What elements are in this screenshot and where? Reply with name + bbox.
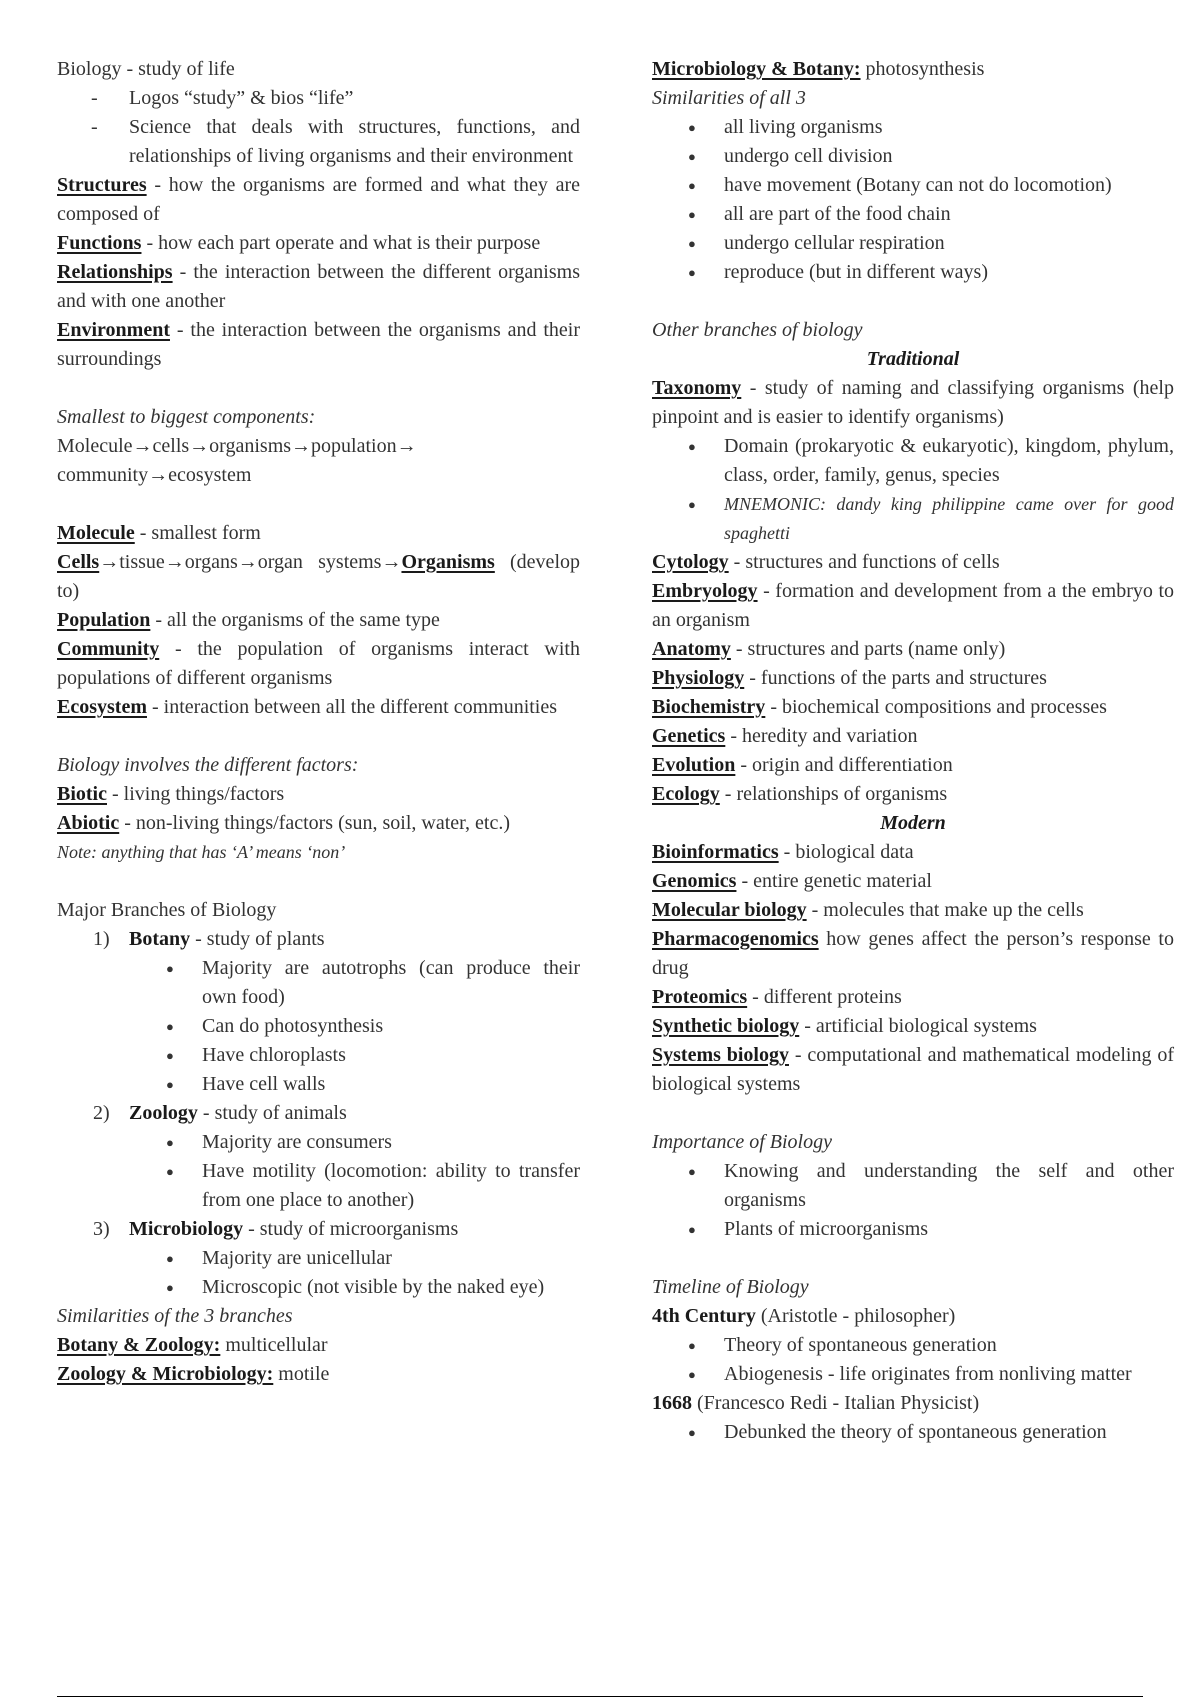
spacer [57,867,580,896]
definition-term: Biochemistry [652,696,766,718]
definition-text: (develop to) [57,551,580,602]
definition-text: - how the organisms are formed and what they are composed of [57,174,580,225]
definition-term: Molecular biology [652,899,807,921]
definition-term: Anatomy [652,638,731,660]
spacer [652,1099,1174,1128]
definition-term: Functions [57,232,142,254]
definition-text: - computational and mathematical modeling of biological systems [652,1044,1174,1095]
list-item: ● Microscopic (not visible by the naked eye) [57,1273,580,1302]
definition-term: Cells [57,551,100,573]
components-line: community→ecosystem [57,464,252,486]
branch-desc: - study of plants [190,928,325,950]
branch-desc: - study of microorganisms [243,1218,459,1240]
components-line: Molecule→cells→organisms→population→ [57,435,417,457]
definition-term: Community [57,638,160,660]
definition-term: Relationships [57,261,173,283]
definition-text: - structures and parts (name only) [730,638,1006,660]
definition-text: - different proteins [747,986,902,1008]
definition-term: Genetics [652,725,726,747]
similar-all-heading: Similarities of all 3 [652,87,806,109]
intro-item: - Logos “study” & bios “life” [57,84,580,113]
branch-item [57,1099,580,1128]
definition-term: Biotic [57,783,107,805]
definition [652,635,1174,664]
definition-text: motile [273,1363,330,1385]
timeline-entry [652,1389,1174,1418]
timeline-who: (Francesco Redi - Italian Physicist) [692,1392,980,1414]
list-item: ● Knowing and understanding the self and other organisms [652,1157,1174,1215]
definition-term: Physiology [652,667,745,689]
definition [57,635,580,693]
list-item: ● Have chloroplasts [57,1041,580,1070]
branch-desc: - study of animals [197,1102,347,1124]
similarities-heading: Similarities of the 3 branches [57,1305,293,1327]
definition-term: Microbiology & Botany: [652,58,861,80]
definition [652,1041,1174,1099]
definition-text: - interaction between all the different communities [146,696,558,718]
spacer [57,374,580,403]
definition [652,838,1174,867]
definition [652,577,1174,635]
list-item: ● Domain (prokaryotic & eukaryotic), kingdom, phylum, class, order, family, genus, species [652,432,1174,490]
definition-term: Bioinformatics [652,841,779,863]
definition [57,316,580,374]
definition-text: - entire genetic material [736,870,932,892]
right-column [652,55,1174,1447]
definition-text: - functions of the parts and structures [744,667,1047,689]
importance-heading: Importance of Biology [652,1131,832,1153]
definition [652,867,1174,896]
definition [652,374,1174,432]
list-item: ● have movement (Botany can not do locomotion) [652,171,1174,200]
branch-number: 2) [93,1102,110,1124]
list-item: ● undergo cellular respiration [652,229,1174,258]
definition-term: Cytology [652,551,729,573]
definition-term: Organisms [401,551,495,573]
list-item: ● all are part of the food chain [652,200,1174,229]
branch-name: Microbiology [129,1218,244,1240]
list-item: ● Debunked the theory of spontaneous generation [652,1418,1174,1447]
list-item: ● Can do photosynthesis [57,1012,580,1041]
timeline-year: 4th Century [652,1305,756,1327]
branches-heading: Major Branches of Biology [57,899,277,921]
mnemonic: ● MNEMONIC: dandy king philippine came over for good spaghetti [652,490,1174,548]
definition-text: multicellular [220,1334,328,1356]
spacer [57,490,580,519]
definition-term: Pharmacogenomics [652,928,819,950]
definition [57,809,580,838]
list-item: ● Majority are consumers [57,1128,580,1157]
definition [652,925,1174,983]
definition-text: - heredity and variation [725,725,918,747]
definition [652,1012,1174,1041]
definition-text: - how each part operate and what is their purpose [141,232,541,254]
definition-text: - artificial biological systems [799,1015,1037,1037]
definition-term: Ecosystem [57,696,147,718]
factors-heading: Biology involves the different factors: [57,754,359,776]
branch-number: 3) [93,1218,110,1240]
definition-term: Molecule [57,522,135,544]
definition [57,229,580,258]
definition [652,751,1174,780]
definition [57,258,580,316]
definition-term: Embryology [652,580,758,602]
note: Note: anything that has ‘A’ means ‘non’ [57,842,346,862]
definition [652,983,1174,1012]
list-item: ● Theory of spontaneous generation [652,1331,1174,1360]
definition-text: - origin and differentiation [735,754,953,776]
list-item: ● all living organisms [652,113,1174,142]
definition-text: - non-living things/factors (sun, soil, water, etc.) [119,812,510,834]
definition [57,1360,580,1389]
list-item: ● Have motility (locomotion: ability to transfer from one place to another) [57,1157,580,1215]
intro-title: Biology - study of life [57,58,235,80]
list-item: ● undergo cell division [652,142,1174,171]
definition-text: - structures and functions of cells [728,551,1000,573]
list-item: ● Abiogenesis - life originates from nonliving matter [652,1360,1174,1389]
definition-text: - the interaction between the organisms and their surroundings [57,319,580,370]
definition [652,780,1174,809]
definition [652,664,1174,693]
components-heading: Smallest to biggest components: [57,406,316,428]
other-branches-heading: Other branches of biology [652,319,863,341]
definition [652,722,1174,751]
modern-heading: Modern [880,812,946,834]
definition-term: Environment [57,319,170,341]
footer-divider [57,1696,1143,1697]
definition-text: photosynthesis [860,58,985,80]
branch-item [57,1215,580,1244]
branch-number: 1) [93,928,110,950]
definition [57,693,580,722]
definition-term: Taxonomy [652,377,742,399]
definition-term: Botany & Zoology: [57,1334,221,1356]
definition-text: how genes affect the person’s response to drug [652,928,1174,979]
definition [57,780,580,809]
timeline-entry [652,1302,1174,1331]
spacer [652,1244,1174,1273]
definition-text: - molecules that make up the cells [806,899,1084,921]
definition-text: - the population of organisms interact with populations of different organisms [57,638,580,689]
definition-term: Proteomics [652,986,748,1008]
definition [57,171,580,229]
definition-term: Evolution [652,754,736,776]
spacer [57,722,580,751]
definition [652,548,1174,577]
definition-term: Zoology & Microbiology: [57,1363,274,1385]
definition-text: - study of naming and classifying organisms (help pinpoint and is easier to identify organisms) [652,377,1174,428]
definition [57,1331,580,1360]
timeline-year: 1668 [652,1392,692,1414]
definition [57,519,580,548]
list-item: ● Have cell walls [57,1070,580,1099]
definition [652,896,1174,925]
definition-text: - the interaction between the different organisms and with one another [57,261,580,312]
definition [652,55,1174,84]
definition-term: Systems biology [652,1044,789,1066]
branch-name: Botany [129,928,191,950]
timeline-heading: Timeline of Biology [652,1276,809,1298]
definition-text: - all the organisms of the same type [150,609,440,631]
definition [652,693,1174,722]
spacer [652,287,1174,316]
definition [57,606,580,635]
traditional-heading: Traditional [866,348,960,370]
definition-term: Abiotic [57,812,120,834]
definition-text: - biological data [778,841,914,863]
definition-text: - smallest form [134,522,261,544]
left-column [57,55,580,1389]
definition-text: →tissue→organs→organ systems→ [99,551,402,573]
list-item: ● Majority are autotrophs (can produce their own food) [57,954,580,1012]
definition-text: - living things/factors [107,783,285,805]
branch-name: Zoology [129,1102,198,1124]
definition-text: - formation and development from a the embryo to an organism [652,580,1174,631]
definition-text: - biochemical compositions and processes [765,696,1107,718]
list-item: ● Plants of microorganisms [652,1215,1174,1244]
definition-term: Population [57,609,151,631]
timeline-who: (Aristotle - philosopher) [755,1305,956,1327]
definition-term: Genomics [652,870,737,892]
list-item: ● reproduce (but in different ways) [652,258,1174,287]
definition-term: Ecology [652,783,720,805]
definition-text: - relationships of organisms [719,783,948,805]
definition-term: Synthetic biology [652,1015,800,1037]
intro-item: - Science that deals with structures, functions, and relationships of living organisms and their environment [57,113,580,171]
branch-item [57,925,580,954]
definition [57,548,580,606]
list-item: ● Majority are unicellular [57,1244,580,1273]
definition-term: Structures [57,174,147,196]
